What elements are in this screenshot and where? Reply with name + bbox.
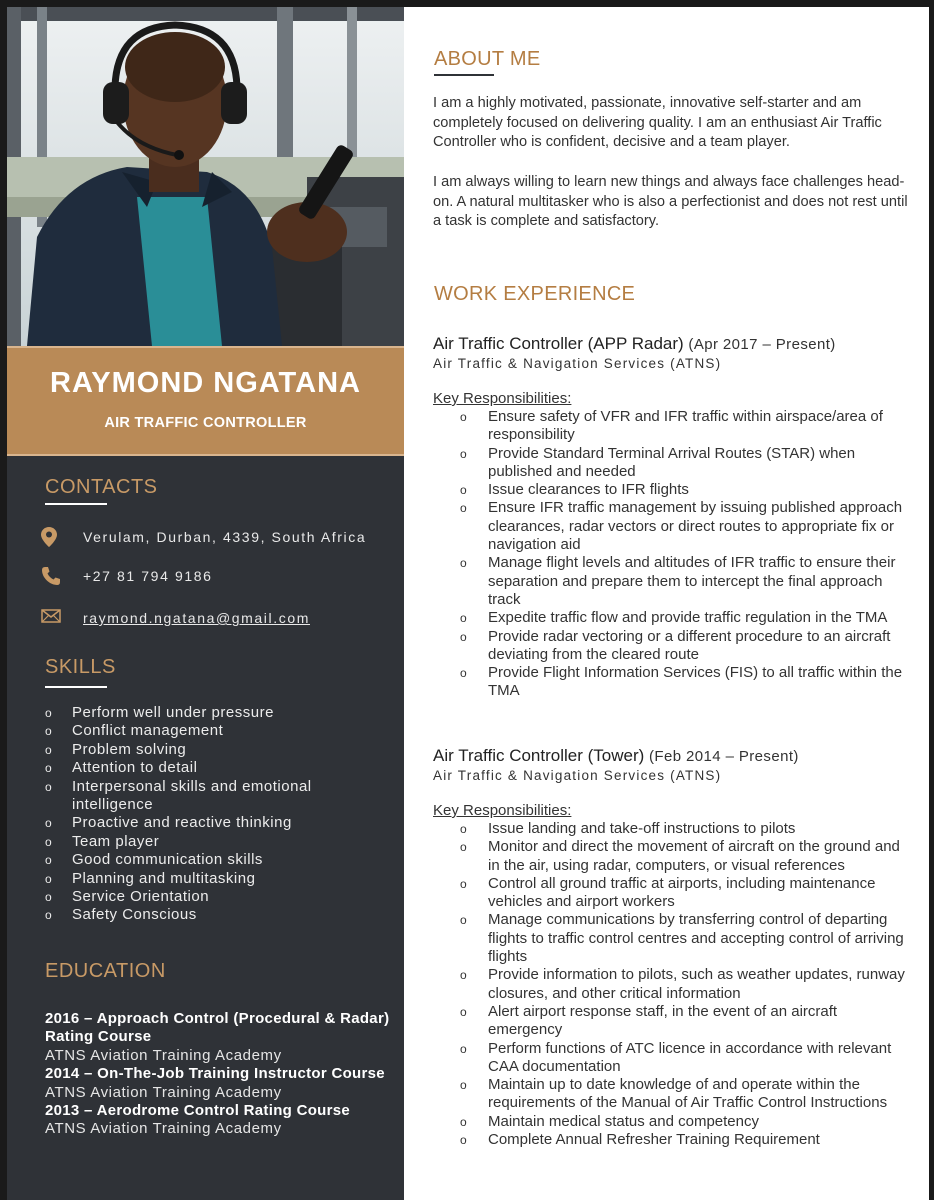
- contacts-heading-rule: [45, 503, 107, 505]
- responsibility-item: o Maintain medical status and competency: [460, 1112, 759, 1130]
- skill-item: o Team player: [45, 832, 160, 850]
- about-heading-rule: [434, 74, 494, 76]
- responsibility-item: o Provide Flight Information Services (FIS) to all traffic within the TMA: [460, 664, 903, 700]
- responsibility-item: o Provide Standard Terminal Arrival Routes (STAR) when published and needed: [460, 444, 856, 480]
- phone-icon: [41, 566, 59, 586]
- contact-phone: [41, 566, 401, 590]
- education-course: 2014 – On-The-Job Training Instructor Course: [45, 1065, 385, 1083]
- skills-list: [45, 704, 395, 925]
- responsibilities-list: [433, 820, 913, 1149]
- education-institution: ATNS Aviation Training Academy: [45, 1083, 282, 1101]
- responsibility-item: o Maintain up to date knowledge of and operate within the requirements of the Manual of Air Traffic Control Instructions: [460, 1076, 888, 1112]
- job-entry: [433, 334, 913, 701]
- about-heading: ABOUT ME: [434, 48, 541, 70]
- phone-text: +27 81 794 9186: [83, 568, 213, 584]
- contact-email: [41, 608, 401, 632]
- job-title-line: [433, 746, 913, 767]
- education-heading: EDUCATION: [45, 960, 166, 982]
- job-company: Air Traffic & Navigation Services (ATNS): [433, 768, 722, 783]
- responsibility-item: o Perform functions of ATC licence in accordance with relevant CAA documentation: [460, 1039, 892, 1075]
- job-title: Air Traffic Controller (Tower): [433, 746, 645, 765]
- skill-item: o Planning and multitasking: [45, 869, 256, 887]
- skill-item: o Good communication skills: [45, 851, 263, 869]
- responsibilities-list: [433, 408, 913, 701]
- responsibility-item: o Provide information to pilots, such as weather updates, runway closures, and other critical information: [460, 966, 905, 1002]
- responsibility-item: o Ensure safety of VFR and IFR traffic within airspace/area of responsibility: [460, 408, 883, 444]
- email-link[interactable]: raymond.ngatana@gmail.com: [83, 610, 310, 626]
- contact-address: [41, 527, 401, 551]
- job-title: Air Traffic Controller (APP Radar): [433, 334, 684, 353]
- responsibility-item: o Issue clearances to IFR flights: [460, 481, 689, 499]
- candidate-name: RAYMOND NGATANA: [50, 367, 361, 399]
- skill-item: o Attention to detail: [45, 759, 198, 777]
- about-paragraph: I am a highly motivated, passionate, innovative self-starter and am completely focused on delivering quality. I am an enthusiast Air Traffic Controller who is confident, decisive and a team player.: [433, 95, 882, 151]
- responsibility-item: o Issue landing and take-off instructions to pilots: [460, 820, 796, 837]
- experience-heading: WORK EXPERIENCE: [434, 283, 636, 305]
- education-institution: ATNS Aviation Training Academy: [45, 1046, 282, 1064]
- skill-item: o Safety Conscious: [45, 906, 197, 924]
- responsibility-item: o Monitor and direct the movement of aircraft on the ground and in the air, using radar, computers, or visual references: [460, 838, 900, 874]
- education-course: 2013 – Aerodrome Control Rating Course: [45, 1102, 351, 1120]
- responsibility-item: o Manage communications by transferring control of departing flights to traffic control centres and accepting control of arriving flights: [460, 911, 904, 966]
- job-dates: (Apr 2017 – Present): [688, 336, 836, 353]
- skill-item: o Proactive and reactive thinking: [45, 814, 292, 832]
- responsibility-item: o Control all ground traffic at airports, including maintenance vehicles and airport workers: [460, 874, 876, 911]
- envelope-icon: [41, 608, 59, 628]
- responsibility-item: o Provide radar vectoring or a different procedure to an aircraft deviating from the cleared route: [460, 627, 891, 663]
- about-text: [433, 94, 908, 232]
- job-title-line: [433, 334, 913, 355]
- name-banner: [7, 346, 404, 456]
- skill-item: o Problem solving: [45, 740, 187, 758]
- education-list: [45, 1010, 395, 1139]
- profile-photo: [7, 7, 404, 346]
- sidebar: [7, 7, 404, 1200]
- skill-item: o Conflict management: [45, 722, 224, 740]
- responsibility-item: o Expedite traffic flow and provide traffic regulation in the TMA: [460, 609, 888, 627]
- education-item: [45, 1010, 395, 1065]
- responsibility-item: o Manage flight levels and altitudes of IFR traffic to ensure their separation and prepare them to intercept the final approach track: [460, 554, 896, 608]
- education-institution: ATNS Aviation Training Academy: [45, 1120, 282, 1138]
- responsibilities-label: Key Responsibilities:: [433, 802, 572, 819]
- skill-item: o Service Orientation: [45, 888, 210, 906]
- responsibility-item: o Alert airport response staff, in the event of an aircraft emergency: [460, 1002, 838, 1039]
- resume-page: [7, 7, 929, 1200]
- skills-heading-rule: [45, 686, 107, 688]
- education-item: [45, 1102, 395, 1139]
- education-item: [45, 1065, 395, 1102]
- job-company: Air Traffic & Navigation Services (ATNS): [433, 356, 722, 371]
- job-entry: [433, 746, 913, 1149]
- candidate-role: AIR TRAFFIC CONTROLLER: [104, 415, 307, 431]
- job-dates: (Feb 2014 – Present): [649, 748, 799, 765]
- responsibility-item: o Complete Annual Refresher Training Requirement: [460, 1131, 820, 1149]
- skill-item: o Perform well under pressure: [45, 704, 274, 721]
- responsibilities-label: Key Responsibilities:: [433, 390, 572, 407]
- education-course: 2016 – Approach Control (Procedural & Radar) Rating Course: [45, 1010, 390, 1046]
- skills-heading: SKILLS: [45, 656, 116, 678]
- contacts-heading: CONTACTS: [45, 476, 158, 498]
- skill-item: o Interpersonal skills and emotional intelligence: [45, 777, 312, 814]
- location-pin-icon: [41, 527, 59, 547]
- address-text: Verulam, Durban, 4339, South Africa: [83, 529, 367, 545]
- about-paragraph: I am always willing to learn new things and always face challenges head-on. A natural multitasker who is also a perfectionist and does not rest until a task is complete and satisfactory.: [433, 173, 908, 230]
- responsibility-item: o Ensure IFR traffic management by issuing published approach clearances, radar vectors or direct routes to appropriate fix or navigation aid: [460, 499, 903, 554]
